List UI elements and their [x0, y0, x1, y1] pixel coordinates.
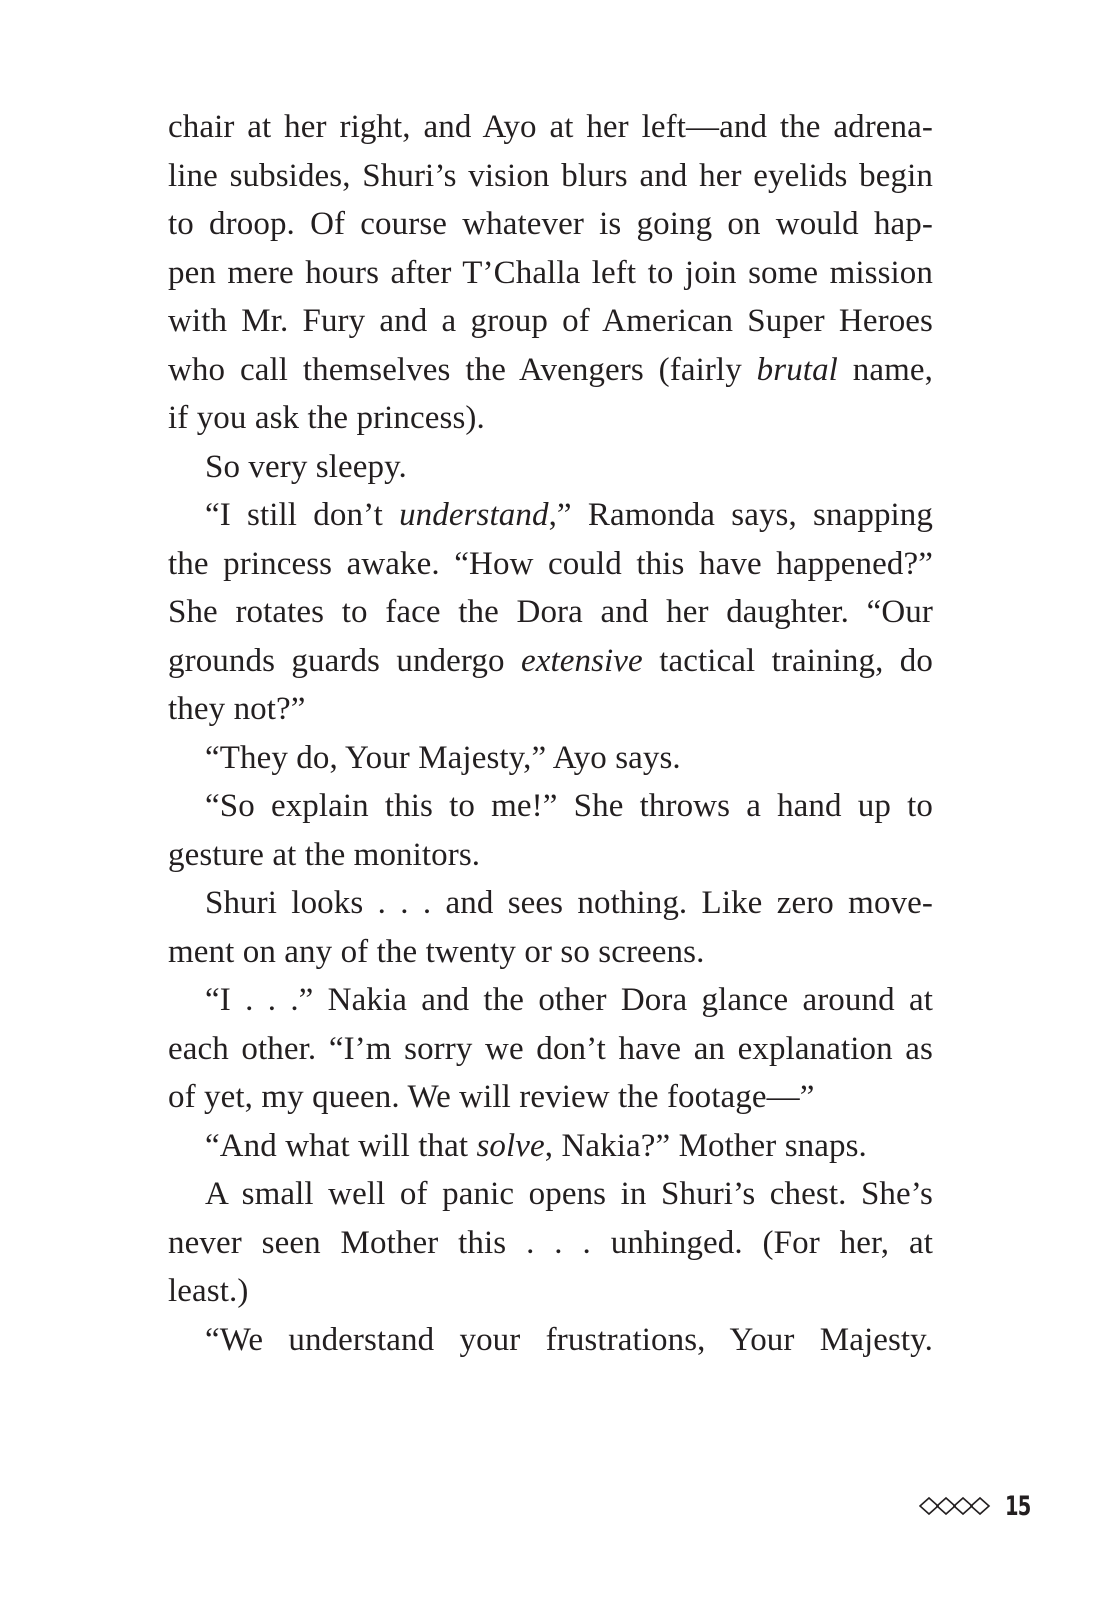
emphasis: understand — [399, 497, 549, 533]
page-footer — [919, 1484, 1031, 1528]
page-number: 15 — [1005, 1490, 1031, 1522]
paragraph — [168, 491, 933, 734]
text-line: line subsides, Shuri’s vision blurs and her eyelids begin — [168, 157, 933, 194]
paragraph — [168, 782, 933, 879]
text-line: “We understand your frustrations, Your Majesty. — [205, 1321, 933, 1358]
paragraph — [168, 1122, 933, 1171]
text-line: She rotates to face the Dora and her daughter. “Our — [168, 594, 933, 630]
text-line: the princess awake. “How could this have happened?” — [168, 545, 933, 582]
paragraph — [168, 879, 933, 976]
text-line: chair at her right, and Ayo at her left—and the adrena- — [168, 109, 933, 145]
text-line: A small well of panic opens in Shuri’s chest. She’s — [205, 1176, 933, 1212]
text-line: of yet, my queen. We will review the footage—” — [168, 1079, 815, 1115]
paragraph — [168, 1316, 933, 1365]
text-line: grounds guards undergo extensive tactical training, do — [168, 642, 933, 679]
text-line: “So explain this to me!” She throws a hand up to — [205, 788, 933, 824]
text-line: with Mr. Fury and a group of American Super Heroes — [168, 303, 933, 339]
emphasis: extensive — [520, 642, 643, 679]
text-line: they not?” — [168, 691, 306, 727]
text-line: never seen Mother this . . . unhinged. (For her, at — [168, 1224, 933, 1261]
text-line: if you ask the princess). — [168, 400, 485, 436]
paragraph — [168, 443, 933, 492]
text-line: “They do, Your Majesty,” Ayo says. — [205, 739, 681, 776]
paragraph — [168, 1170, 933, 1316]
diamond-chain-ornament-icon — [919, 1496, 991, 1516]
body-text — [168, 103, 933, 1364]
text-line: to droop. Of course whatever is going on would hap- — [168, 206, 933, 242]
text-line: ment on any of the twenty or so screens. — [168, 933, 705, 970]
emphasis: brutal — [756, 351, 838, 388]
text-line: “I still don’t understand,” Ramonda says, snapping — [205, 497, 934, 533]
text-line: “I . . .” Nakia and the other Dora glance around at — [205, 982, 933, 1018]
paragraph — [168, 976, 933, 1122]
text-line: who call themselves the Avengers (fairly brutal name, — [168, 351, 933, 388]
paragraph — [168, 734, 933, 783]
text-line: least.) — [168, 1273, 249, 1309]
emphasis: solve — [476, 1127, 545, 1164]
text-line: Shuri looks . . . and sees nothing. Like zero move- — [205, 885, 933, 921]
text-line: gesture at the monitors. — [168, 836, 481, 873]
text-line: So very sleepy. — [205, 448, 407, 485]
text-line: pen mere hours after T’Challa left to join some mission — [168, 254, 933, 291]
paragraph — [168, 103, 933, 443]
text-line: each other. “I’m sorry we don’t have an explanation as — [168, 1030, 933, 1067]
text-line: “And what will that solve, Nakia?” Mother snaps. — [205, 1127, 867, 1164]
